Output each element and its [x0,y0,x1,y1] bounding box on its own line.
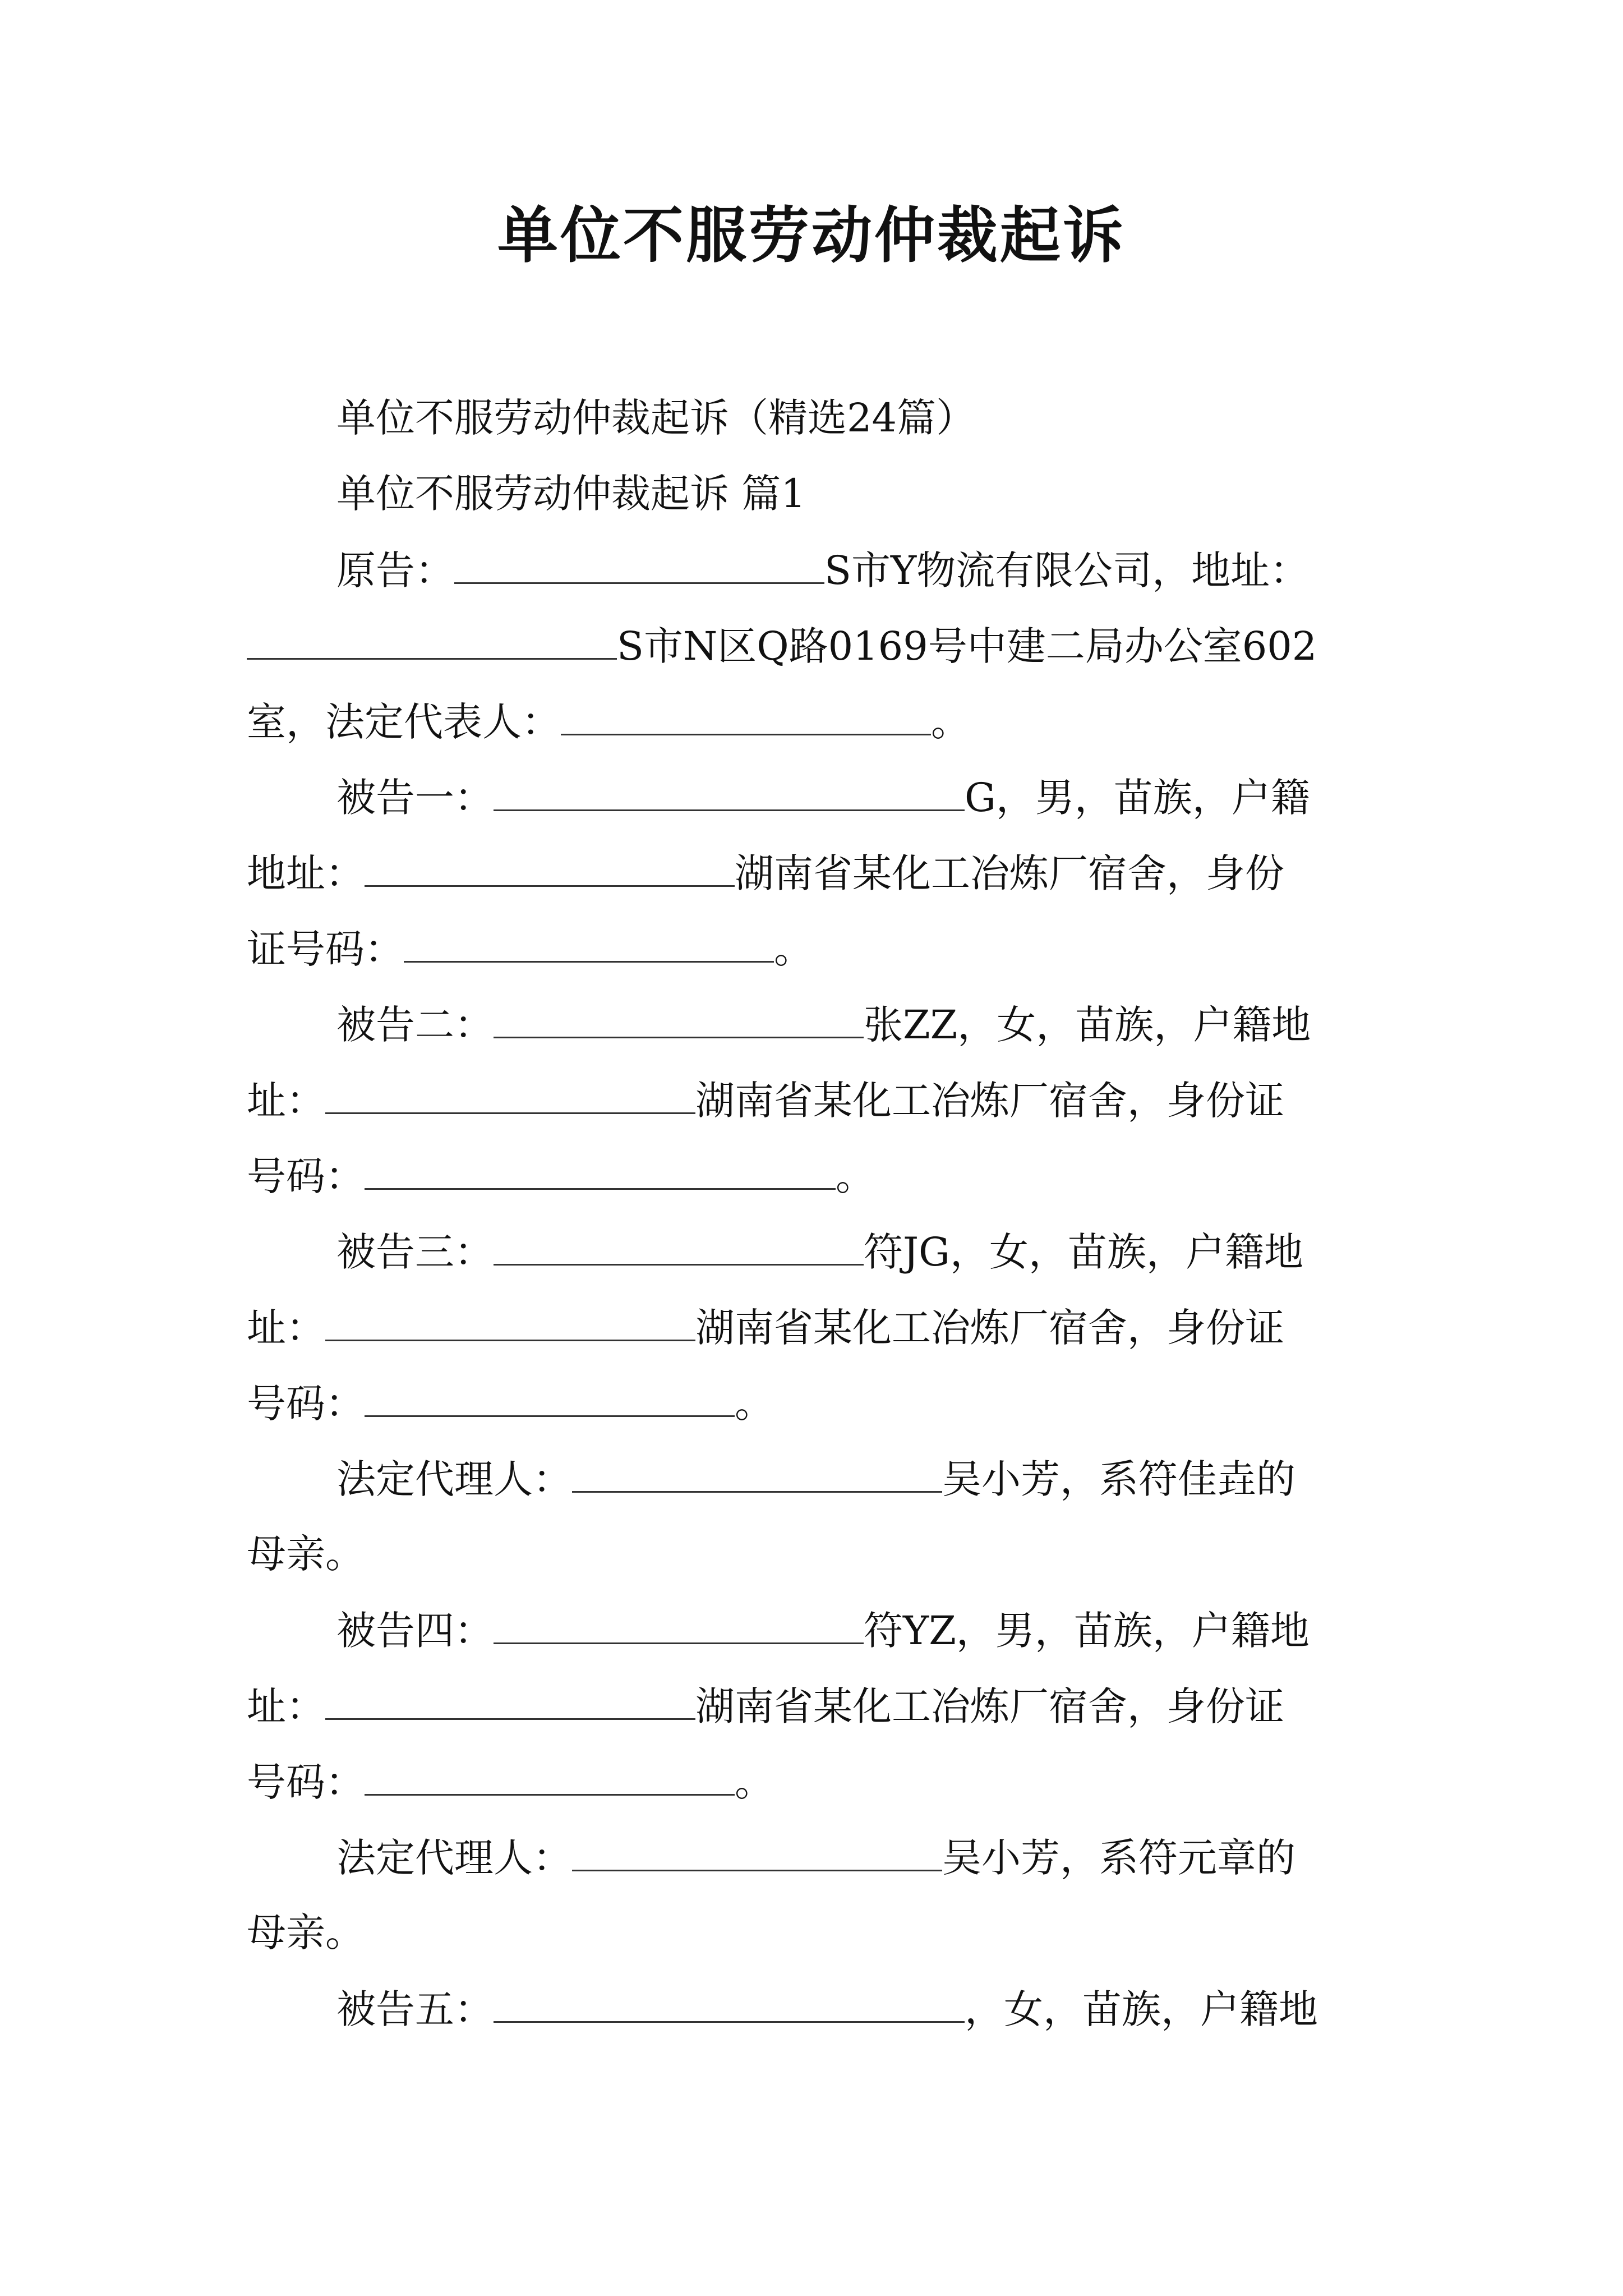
fill-blank [494,993,864,1038]
fill-blank [494,1977,965,2023]
line-prefix: 地址： [247,850,365,896]
fill-blank [365,1750,735,1796]
paragraph-line [247,1674,1284,1737]
document-title: 单位不服劳动仲裁起诉 [497,200,1126,271]
line-prefix: 址： [247,1078,325,1124]
line-suffix: 湖南省某化工冶炼厂宿舍，身份证 [695,1305,1284,1351]
paragraph-line [247,1069,1284,1131]
line-prefix: 被告五： [336,1986,494,2032]
line-prefix: 室，法定代表人： [247,699,561,745]
line-prefix: 被告四： [336,1608,494,1654]
paragraph-line [336,1826,1295,1889]
line-prefix: 法定代理人： [336,1835,572,1881]
line-suffix: 。 [774,926,813,972]
fill-blank [494,1220,864,1266]
line-text: 单位不服劳动仲裁起诉（精选24篇） [336,395,976,441]
fill-blank [325,1296,695,1341]
paragraph-line [336,993,1311,1056]
line-suffix: 吴小芳，系符元章的 [942,1835,1295,1881]
paragraph-line [247,614,1317,677]
fill-blank [365,1144,836,1190]
paragraph-line [336,1977,1318,2040]
line-suffix: ，女，苗族，户籍地 [965,1986,1318,2032]
fill-blank [561,690,931,735]
line-suffix: 。 [931,699,970,745]
fill-blank [325,1674,695,1720]
paragraph-line [336,1220,1303,1283]
line-suffix: 张ZZ，女，苗族，户籍地 [864,1002,1311,1048]
line-prefix: 址： [247,1683,325,1729]
line-suffix: 。 [735,1759,774,1805]
line-suffix: G，男，苗族，户籍 [965,775,1310,821]
line-suffix: 符YZ，男，苗族，户籍地 [864,1608,1310,1654]
fill-blank [494,1599,864,1644]
line-suffix: 吴小芳，系符佳垚的 [942,1456,1295,1502]
line-prefix: 被告三： [336,1229,494,1275]
line-prefix: 原告： [336,547,454,593]
line-prefix: 址： [247,1305,325,1351]
line-suffix: S市N区Q路0169号中建二局办公室602 [617,623,1317,669]
line-suffix: 湖南省某化工冶炼厂宿舍，身份证 [695,1078,1284,1124]
line-prefix: 号码： [247,1759,365,1805]
line-prefix: 被告二： [336,1002,494,1048]
subtitle-line [336,387,975,449]
fill-blank [247,614,617,660]
line-prefix: 号码： [247,1381,365,1427]
fill-blank [572,1447,942,1493]
line-text: 母亲。 [247,1910,365,1955]
line-suffix: 。 [836,1153,875,1199]
line-prefix: 被告一： [336,775,494,821]
paragraph-line [247,1372,774,1434]
section-heading [336,463,806,524]
paragraph-line [247,841,1284,904]
fill-blank [365,841,735,887]
line-prefix: 法定代理人： [336,1456,572,1502]
line-prefix: 号码： [247,1153,365,1199]
line-suffix: 符JG，女，苗族，户籍地 [864,1229,1303,1275]
paragraph-line [336,1447,1295,1510]
paragraph-line [336,539,1309,601]
paragraph-line [336,1599,1310,1662]
fill-blank [454,539,824,584]
fill-blank [325,1069,695,1114]
fill-blank [365,1372,735,1417]
line-prefix: 证号码： [247,926,404,972]
paragraph-line [247,1296,1284,1359]
paragraph-line [247,917,813,980]
line-suffix: 。 [735,1381,774,1427]
line-text: 母亲。 [247,1531,365,1577]
paragraph-line [336,766,1310,829]
line-suffix: 湖南省某化工冶炼厂宿舍，身份 [735,850,1284,896]
paragraph-line [247,1144,875,1207]
fill-blank [494,766,965,811]
paragraph-line [247,1523,365,1585]
fill-blank [572,1826,942,1871]
paragraph-line [247,1902,365,1963]
line-suffix: S市Y物流有限公司，地址： [824,547,1310,593]
line-suffix: 湖南省某化工冶炼厂宿舍，身份证 [695,1683,1284,1729]
line-text: 单位不服劳动仲裁起诉 篇1 [336,471,806,517]
paragraph-line [247,690,970,753]
paragraph-line [247,1750,774,1813]
fill-blank [404,917,774,963]
